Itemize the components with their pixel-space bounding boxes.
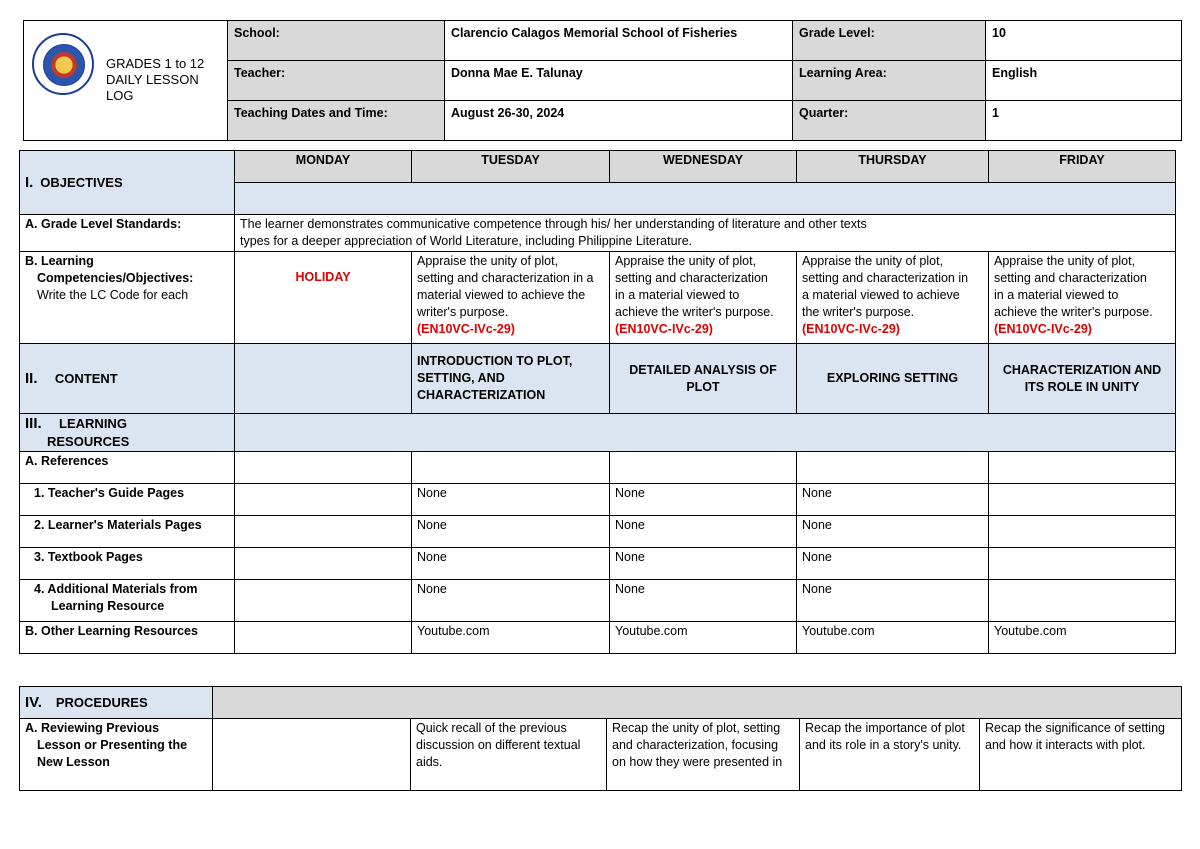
- dates-label: Teaching Dates and Time:: [228, 101, 445, 141]
- am-mon: [235, 580, 412, 622]
- teacher-value: Donna Mae E. Talunay: [445, 61, 793, 101]
- content-friday: CHARACTERIZATION AND ITS ROLE IN UNITY: [989, 344, 1176, 414]
- content-heading: II. CONTENT: [20, 344, 235, 414]
- resources-heading: III. LEARNING RESOURCES: [20, 414, 235, 452]
- lm-mon: [235, 516, 412, 548]
- content-tuesday: INTRODUCTION TO PLOT, SETTING, AND CHARACTERIZATION: [412, 344, 610, 414]
- tg-mon: [235, 484, 412, 516]
- procedures-table: [19, 686, 1182, 791]
- teacher-label: Teacher:: [228, 61, 445, 101]
- competency-thursday: Appraise the unity of plot, setting and characterization in a material viewed to achieve the writer's purpose. (EN10VC-IVc-29): [797, 252, 989, 344]
- tb-tue: None: [412, 548, 610, 580]
- ref-fri: [989, 452, 1176, 484]
- lesson-log-table: [19, 150, 1176, 654]
- other-label: B. Other Learning Resources: [20, 622, 235, 654]
- ref-mon: [235, 452, 412, 484]
- grade-value: 10: [986, 21, 1182, 61]
- am-label: 4. Additional Materials from Learning Resource: [20, 580, 235, 622]
- day-wednesday: WEDNESDAY: [610, 151, 797, 183]
- objectives-band: [235, 183, 1176, 215]
- standards-text: The learner demonstrates communicative competence through his/ her understanding of literature and other texts types for a deeper appreciation of World Literature, including Philippine Literature.: [235, 215, 1176, 252]
- lm-label: 2. Learner's Materials Pages: [20, 516, 235, 548]
- day-thursday: THURSDAY: [797, 151, 989, 183]
- tb-wed: None: [610, 548, 797, 580]
- lm-fri: [989, 516, 1176, 548]
- tb-thu: None: [797, 548, 989, 580]
- resources-band: [235, 414, 1176, 452]
- lm-tue: None: [412, 516, 610, 548]
- log-title: GRADES 1 to 12 DAILY LESSON LOG: [106, 56, 205, 103]
- other-tue: Youtube.com: [412, 622, 610, 654]
- tg-tue: None: [412, 484, 610, 516]
- content-monday: [235, 344, 412, 414]
- tg-thu: None: [797, 484, 989, 516]
- am-wed: None: [610, 580, 797, 622]
- ref-thu: [797, 452, 989, 484]
- review-fri: Recap the significance of setting and how it interacts with plot.: [980, 719, 1182, 791]
- monday-holiday: HOLIDAY: [235, 252, 412, 344]
- competency-tuesday: Appraise the unity of plot, setting and characterization in a material viewed to achieve the writer's purpose. (EN10VC-IVc-29): [412, 252, 610, 344]
- other-wed: Youtube.com: [610, 622, 797, 654]
- content-wednesday: DETAILED ANALYSIS OF PLOT: [610, 344, 797, 414]
- lesson-log-header: [23, 20, 1182, 141]
- references-label: A. References: [20, 452, 235, 484]
- am-fri: [989, 580, 1176, 622]
- ref-tue: [412, 452, 610, 484]
- other-thu: Youtube.com: [797, 622, 989, 654]
- quarter-value: 1: [986, 101, 1182, 141]
- content-thursday: EXPLORING SETTING: [797, 344, 989, 414]
- school-label: School:: [228, 21, 445, 61]
- review-thu: Recap the importance of plot and its role in a story's unity.: [800, 719, 980, 791]
- lm-thu: None: [797, 516, 989, 548]
- day-monday: MONDAY: [235, 151, 412, 183]
- other-fri: Youtube.com: [989, 622, 1176, 654]
- competency-wednesday: Appraise the unity of plot, setting and characterization in a material viewed to achieve the writer's purpose. (EN10VC-IVc-29): [610, 252, 797, 344]
- school-value: Clarencio Calagos Memorial School of Fisheries: [445, 21, 793, 61]
- area-label: Learning Area:: [793, 61, 986, 101]
- procedures-band: [213, 687, 1182, 719]
- dates-value: August 26-30, 2024: [445, 101, 793, 141]
- procedures-heading: IV. PROCEDURES: [20, 687, 213, 719]
- tg-label: 1. Teacher's Guide Pages: [20, 484, 235, 516]
- day-tuesday: TUESDAY: [412, 151, 610, 183]
- tg-fri: [989, 484, 1176, 516]
- standards-label: A. Grade Level Standards:: [20, 215, 235, 252]
- day-friday: FRIDAY: [989, 151, 1176, 183]
- lm-wed: None: [610, 516, 797, 548]
- ref-wed: [610, 452, 797, 484]
- review-label: A. Reviewing Previous Lesson or Presenting the New Lesson: [20, 719, 213, 791]
- tb-mon: [235, 548, 412, 580]
- tb-label: 3. Textbook Pages: [20, 548, 235, 580]
- objectives-heading: I. OBJECTIVES: [20, 151, 235, 215]
- deped-seal-icon: [32, 33, 94, 95]
- tg-wed: None: [610, 484, 797, 516]
- competencies-label: B. Learning Competencies/Objectives: Write the LC Code for each: [20, 252, 235, 344]
- am-tue: None: [412, 580, 610, 622]
- quarter-label: Quarter:: [793, 101, 986, 141]
- other-mon: [235, 622, 412, 654]
- am-thu: None: [797, 580, 989, 622]
- header-logo-cell: [24, 21, 228, 141]
- review-wed: Recap the unity of plot, setting and characterization, focusing on how they were presented in: [607, 719, 800, 791]
- review-mon: [213, 719, 411, 791]
- area-value: English: [986, 61, 1182, 101]
- tb-fri: [989, 548, 1176, 580]
- review-tue: Quick recall of the previous discussion on different textual aids.: [411, 719, 607, 791]
- grade-label: Grade Level:: [793, 21, 986, 61]
- competency-friday: Appraise the unity of plot, setting and characterization in a material viewed to achieve the writer's purpose. (EN10VC-IVc-29): [989, 252, 1176, 344]
